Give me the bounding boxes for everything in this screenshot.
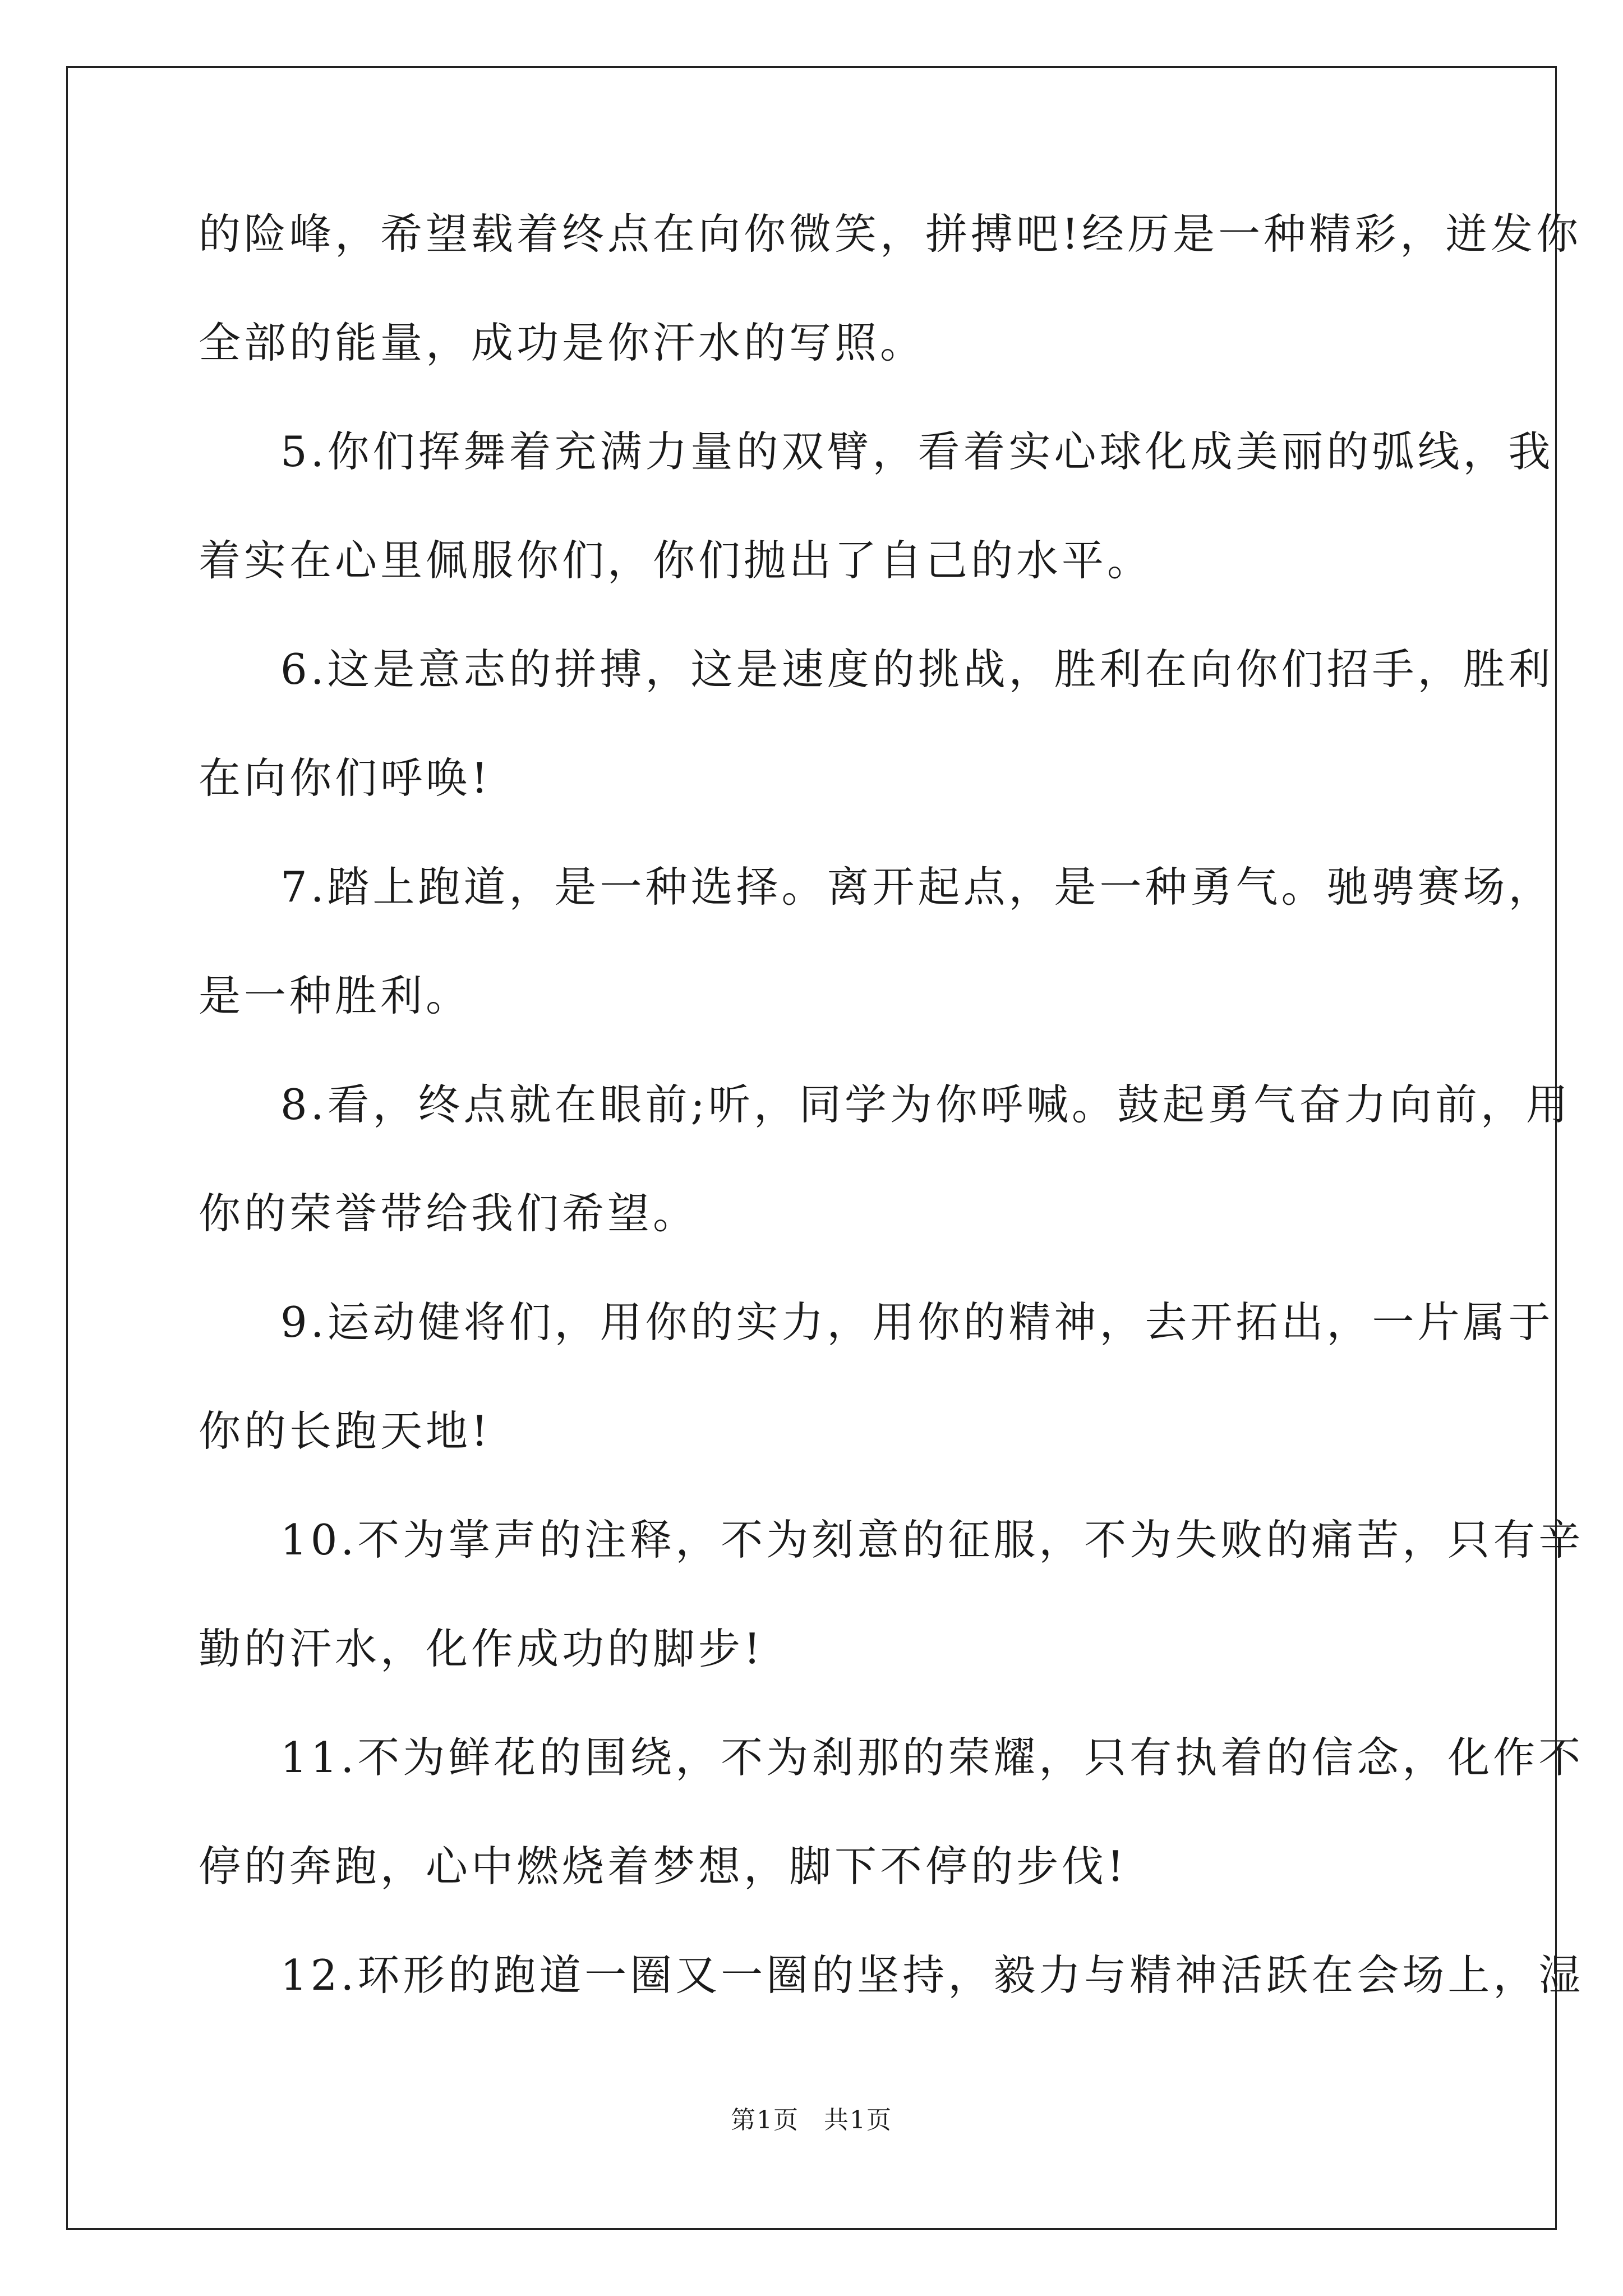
page-number-total: 共1页 bbox=[824, 2106, 892, 2134]
text-line: 7.踏上跑道，是一种选择。离开起点，是一种勇气。驰骋赛场， bbox=[280, 862, 1554, 912]
text-line: 是一种胜利。 bbox=[199, 971, 472, 1020]
text-line: 全部的能量，成功是你汗水的写照。 bbox=[199, 318, 926, 367]
text-line: 勤的汗水，化作成功的脚步! bbox=[199, 1624, 764, 1673]
text-line: 停的奔跑，心中燃烧着梦想，脚下不停的步伐! bbox=[199, 1842, 1128, 1891]
text-line: 10.不为掌声的注释，不为刻意的征服，不为失败的痛苦，只有辛 bbox=[280, 1515, 1584, 1565]
text-line: 6.这是意志的拼搏，这是速度的挑战，胜利在向你们招手，胜利 bbox=[280, 645, 1554, 694]
page-frame bbox=[66, 66, 1557, 2230]
text-line: 8.看，终点就在眼前;听，同学为你呼喊。鼓起勇气奋力向前，用 bbox=[280, 1080, 1571, 1129]
text-line: 在向你们呼唤! bbox=[199, 753, 492, 803]
text-line: 5.你们挥舞着充满力量的双臂，看着实心球化成美丽的弧线，我 bbox=[280, 427, 1554, 476]
text-line: 你的长跑天地! bbox=[199, 1406, 492, 1456]
text-line: 9.运动健将们，用你的实力，用你的精神，去开拓出，一片属于 bbox=[280, 1297, 1554, 1347]
page-footer bbox=[0, 2104, 1623, 2137]
text-line: 12.环形的跑道一圈又一圈的坚持，毅力与精神活跃在会场上，湿 bbox=[280, 1950, 1584, 2000]
page-number-current: 第1页 bbox=[731, 2106, 799, 2134]
text-line: 的险峰，希望载着终点在向你微笑，拼搏吧!经历是一种精彩，迸发你 bbox=[199, 209, 1582, 259]
text-line: 你的荣誉带给我们希望。 bbox=[199, 1189, 699, 1238]
text-line: 着实在心里佩服你们，你们抛出了自己的水平。 bbox=[199, 536, 1153, 585]
text-line: 11.不为鲜花的围绕，不为刹那的荣耀，只有执着的信念，化作不 bbox=[280, 1733, 1584, 1782]
